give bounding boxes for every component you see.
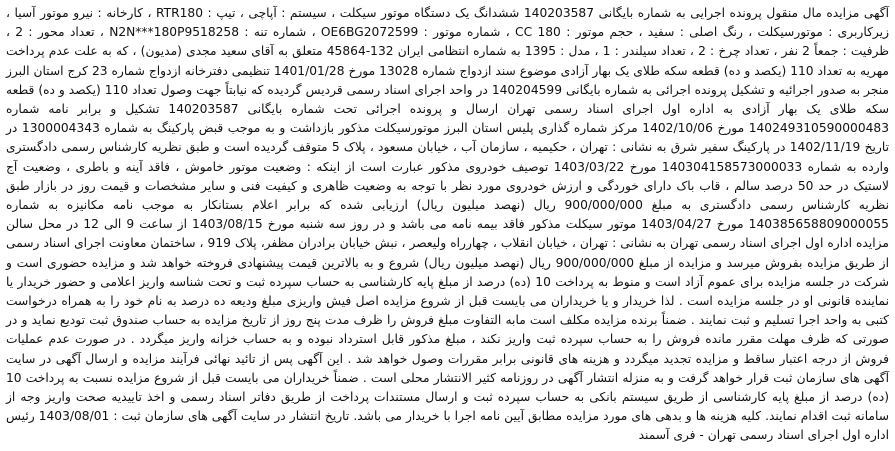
notice-body-text: آگهی مزایده مال منقول پرونده اجرایی به شماره بایگانی 140203587 ششدانگ یک دستگاه موتور سیکلت ، سیستم : آپاچی ، تیپ : RTR180 ، کارخانه : نیرو موتور آسیا ، زیرکاربری : موتورسیکلت ، رنگ اصلی : سفید ، حجم موتور : 180 CC ، شماره موتور : OE6BG2072599 ، شماره تنه : N2N***180P9518258 ، تعداد محور : 2 ، ظرفیت : جمعاً 2 نفر ، تعداد چرخ : 2 ، تعداد سیلندر : 1 ، مدل : 1395 به شماره انتظامی ایران 132-45864 متعلق به آقای سعید مجدی (مدیون) ، که به علت عدم پرداخت مهریه به تعداد 110 (یکصد و ده) قطعه سکه طلای یک بهار آزادی موضوع سند ازدواج شماره 13028 مورخ 1401/01/28 تنظیمی دفترخانه ازدواج شماره 23 کرج استان البرز منجر به صدور اجرائیه و تشکیل پرونده اجرائی به شماره بایگانی 140204599 در واحد اجرای اسناد رسمی قردیس گردیده که نیابتاً جهت وصول تعداد 110 (یکصد و ده) قطعه سکه طلای یک بهار آزادی به اداره اول اجرای اسناد رسمی تهران ارسال و پرونده اجرائی تحت شماره بایگانی 140203587 تشکیل و برابر نامه شماره 140249310590000483 مورخ 1402/10/06 مرکز شماره گذاری پلیس استان البرز موتورسیکلت مذکور بازداشت و به موجب قبض پارکینگ به شماره 1300004343 در تاریخ 1402/11/19 در پارکینگ سفیر شرق به نشانی : تهران ، حکیمیه ، سازمان آب ، خیابان مسعود ، پلاک 5 متوقف گردیده است و طبق نظریه کارشناس رسمی دادگستری وارده به شماره 140304158573000033 مورخ 1403/03/22 توصیف خودروی مذکور عبارت است از اینکه : وضعیت موتور خاموش ، فاقد آینه و باطری ، وضعیت آج لاستیک در حد 50 درصد سالم ، قاب باک دارای خوردگی و ارزش خودروی مورد نظر با توجه به وضعیت ظاهری و کیفیت فنی و سایر مشخصات و قیمت روز در بازار طبق نظریه کارشناس رسمی دادگستری به مبلغ 900/000/000 ریال (نهصد میلیون ریال) ارزیابی شده که برابر اعلام بستانکار به موجب نامه مکانیزه به شماره 140385658809000055 مورخ 1403/04/27 موتور سیکلت مذکور فاقد بیمه نامه می باشد و در روز سه شنبه مورخ 1403/08/15 از ساعت 9 الی 12 در محل سالن مزایده اداره اول اجرای اسناد رسمی تهران به نشانی : تهران ، خیابان انقلاب ، چهارراه ولیعصر ، نبش خیابان برادران مظفر، پلاک 919 ، ساختمان معاونت اجرای اسناد رسمی از طریق مزایده بفروش میرسد و مزایده از مبلغ 900/000/000 ریال (نهصد میلیون ریال) شروع و به بالاترین قیمت پیشنهادی فروخته خواهد شد و مزایده حضوری است و شرکت در جلسه مزایده برای عموم آزاد است و منوط به پرداخت 10 (ده) درصد از مبلغ پایه کارشناسی به حساب سپرده ثبت و تحت شناسه واریز اعلامی و حضور خریدار یا نماینده قانونی او در جلسه مزایده است . لذا خریدار و یا خریداران می بایست قبل از شروع مزایده اصل فیش واریزی مبلغ ودیعه ده درصد به نام خود را به همراه درخواست کتبی به واحد اجرا تسلیم و ثبت نمایند . ضمناً برنده مزایده مکلف است مابه التفاوت مبلغ فروش را ظرف مدت پنج روز از تاریخ مزایده به حساب صندوق ثبت تودیع نماید و در صورتی که ظرف مهلت مقرر مانده فروش را به حساب سپرده ثبت واریز نکند ، مبلغ مذکور قابل استرداد نبوده و به حساب خزانه واریز میگردد . در صورت عدم عملیات فروش از درجه اعتبار ساقط و مزایده تجدید میگردد و هزینه های قانونی برابر مقررات وصول خواهد شد . این آگهی پس از تائید نهائی فرآیند مزایده و ارسال آگهی در سایت آگهی های سازمان ثبت قرار خواهد گرفت و به منزله انتشار آگهی در روزنامه کثیر الانتشار محلی است . ضمناً خریداران می بایست قبل از شروع مزایده نسبت به پرداخت 10 (ده) درصد از مبلغ پایه کارشناسی از طریق سیستم بانکی به حساب سپرده ثبت و ارسال مستندات پرداخت از طریق دفاتر اسناد رسمی و اخذ تاییدیه صحت واریز وجه از سامانه ثبت اقدام نمایند. کلیه هزینه ها و بدهی های مورد مزایده مطابق آیین نامه اجرا با خریدار می باشد. تاریخ انتشار در سایت آگهی های سازمان ثبت : 1403/08/01 رئیس اداره اول اجرای اسناد رسمی تهران - فری آسمند	[6, 6, 890, 443]
